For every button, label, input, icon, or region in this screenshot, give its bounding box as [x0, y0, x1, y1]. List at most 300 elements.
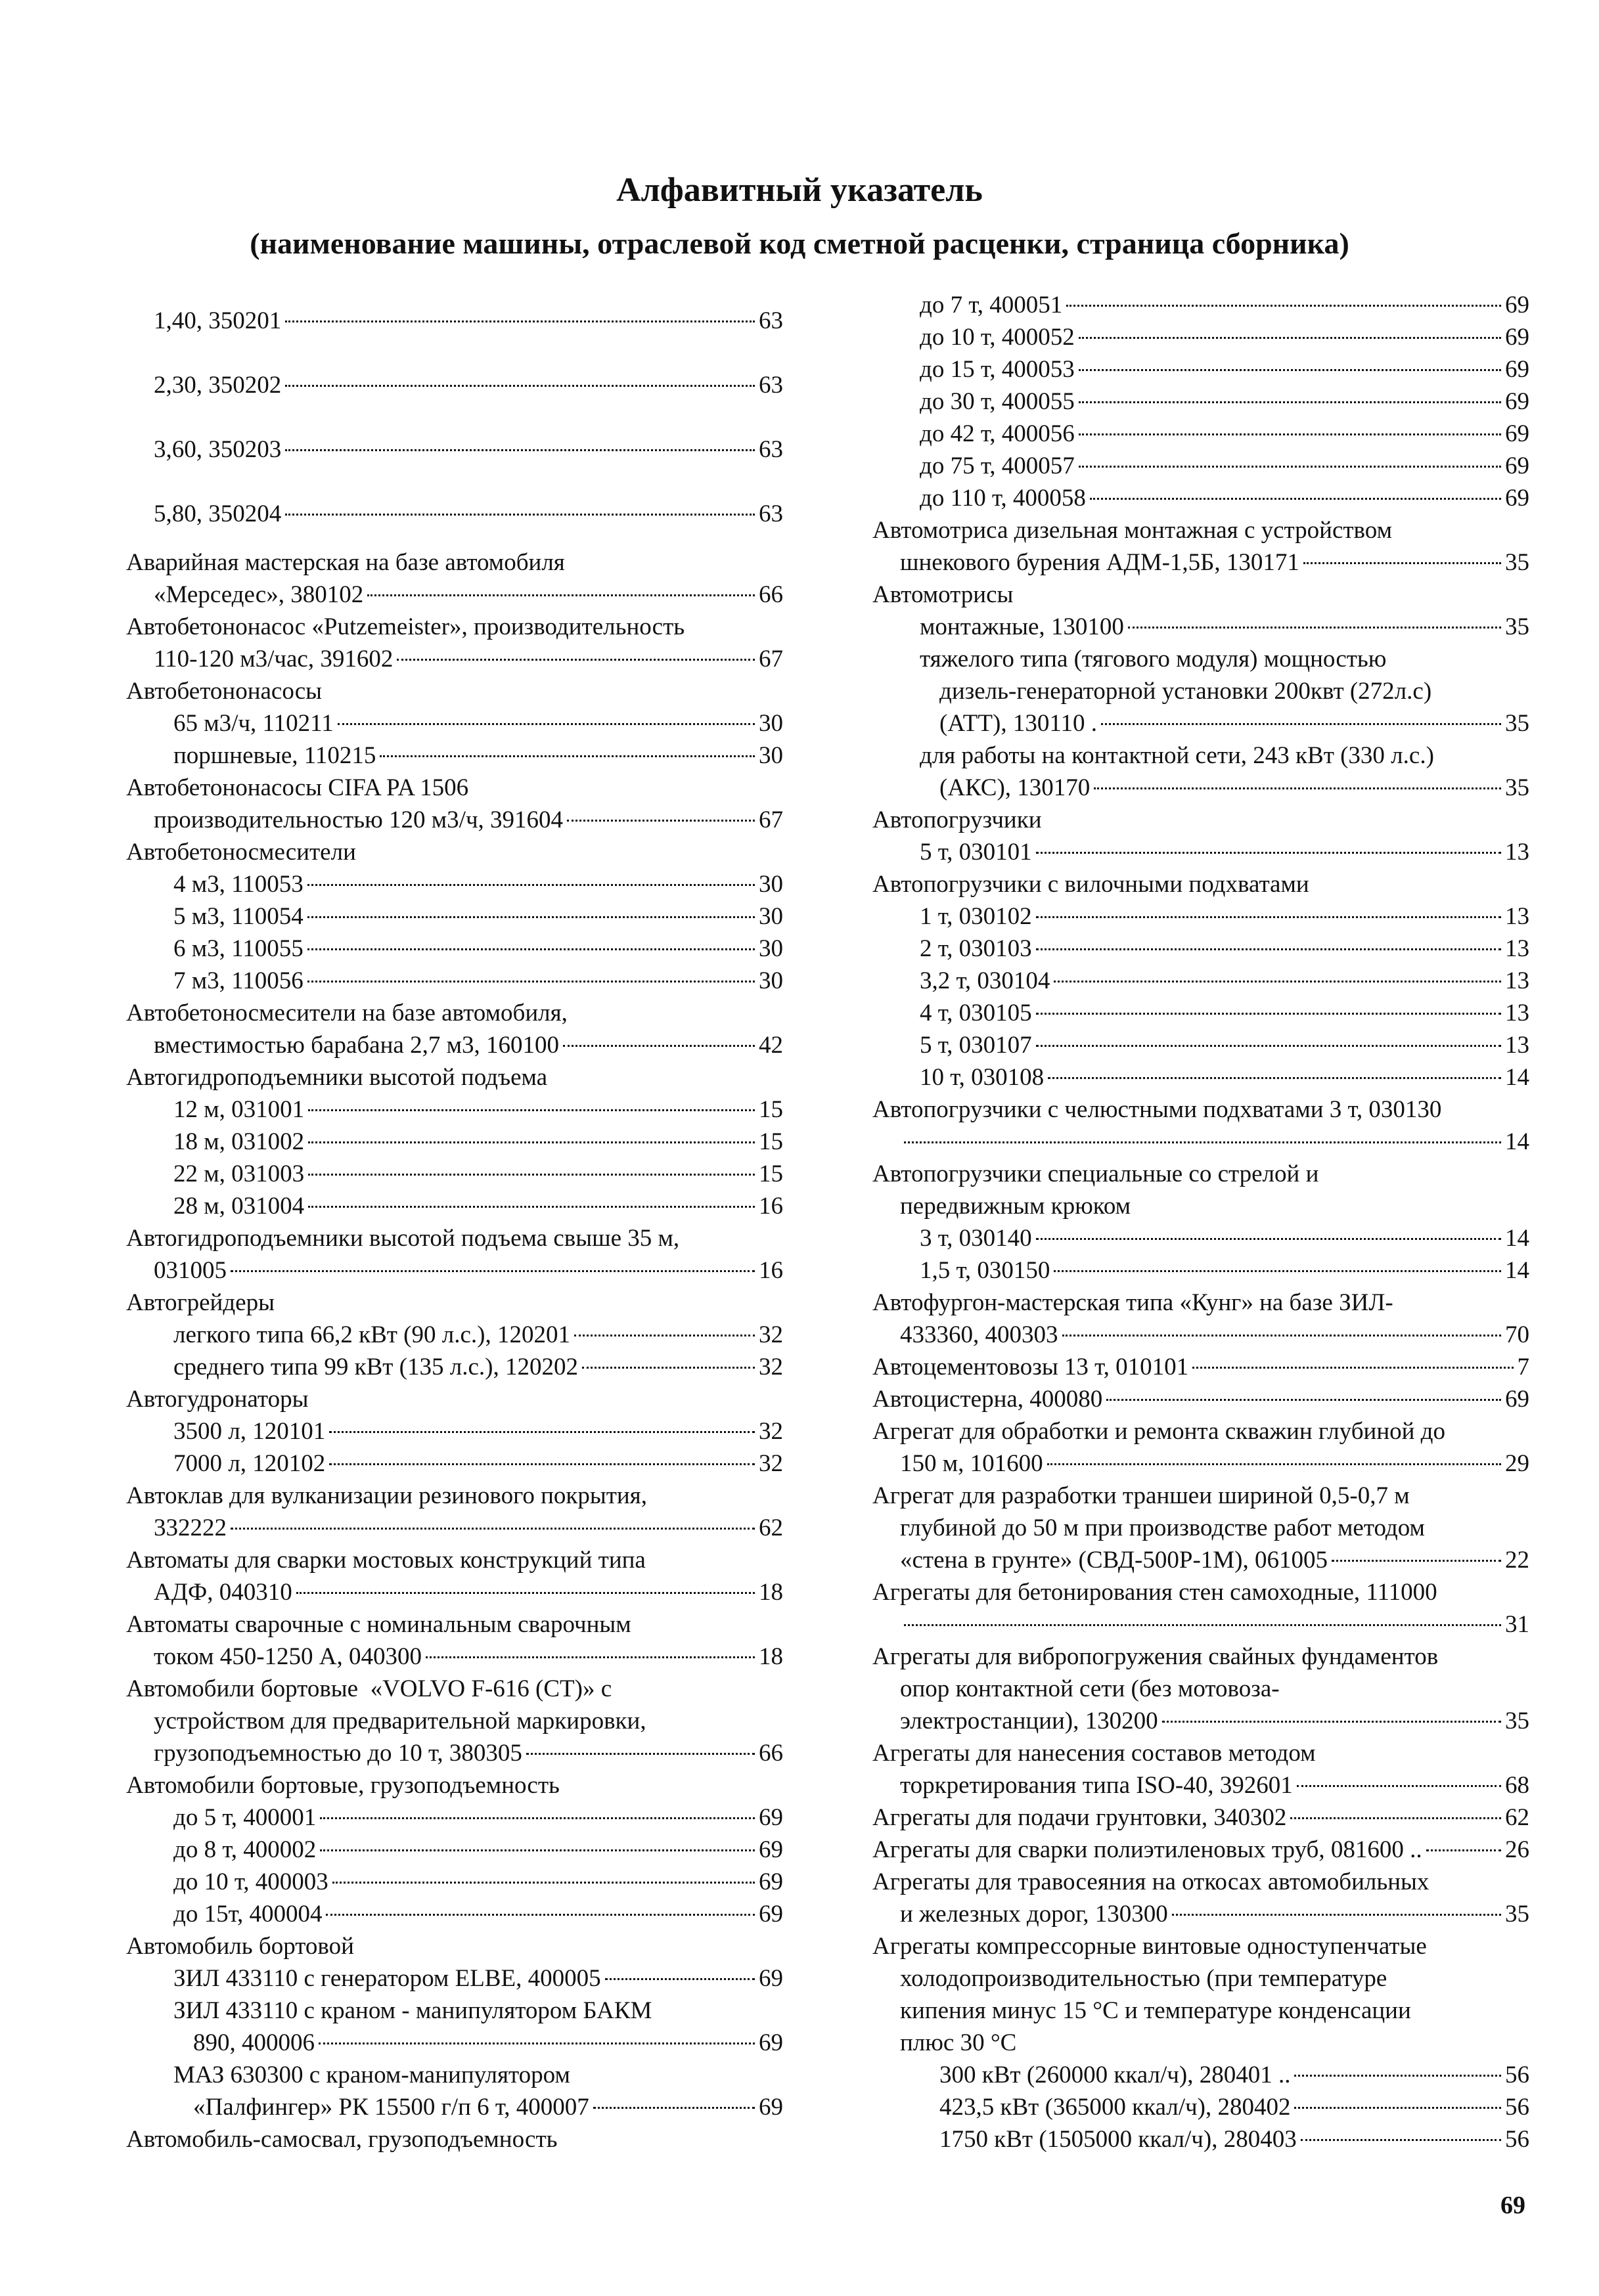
entry-text: поршневые, 110215: [173, 742, 376, 769]
index-entry: [126, 2027, 783, 2059]
entry-page-number: 63: [759, 436, 783, 463]
entry-page-number: 56: [1505, 2094, 1529, 2121]
index-heading: [872, 1158, 1529, 1190]
dot-leader: [308, 1174, 755, 1176]
index-heading: [872, 740, 1529, 772]
entry-page-number: 29: [1505, 1450, 1529, 1477]
dot-leader: [326, 1914, 755, 1916]
entry-page-number: 22: [1505, 1547, 1529, 1574]
entry-text: до 15т, 400004: [173, 1901, 323, 1928]
dot-leader: [319, 2042, 755, 2044]
entry-text: Автомобиль бортовой: [126, 1933, 354, 1960]
entry-page-number: 56: [1505, 2062, 1529, 2088]
entry-text: передвижным крюком: [900, 1193, 1131, 1220]
entry-text: до 75 т, 400057: [920, 453, 1075, 479]
entry-text: 28 м, 031004: [173, 1193, 305, 1220]
dot-leader: [231, 1528, 755, 1530]
index-heading: [872, 1673, 1529, 1705]
entry-text: Автомобили бортовые «VOLVO F-616 (СТ)» с: [126, 1675, 612, 1702]
entry-page-number: 62: [759, 1514, 783, 1541]
dot-leader: [1192, 1367, 1513, 1369]
index-heading: [872, 1962, 1529, 1995]
index-entry: [872, 2059, 1529, 2091]
dot-leader: [1079, 466, 1501, 468]
entry-text: легкого типа 66,2 кВт (90 л.с.), 120201: [173, 1321, 570, 1348]
entry-text: вместимостью барабана 2,7 м3, 160100: [154, 1032, 559, 1059]
dot-leader: [1054, 1270, 1501, 1272]
dot-leader: [1162, 1721, 1501, 1723]
entry-text: Автомобили бортовые, грузоподъемность: [126, 1772, 560, 1799]
index-entry: [872, 1351, 1529, 1383]
entry-page-number: 67: [759, 806, 783, 833]
entry-text: Автобетононасос «Putzemeister», производительность: [126, 613, 685, 640]
dot-leader: [904, 1624, 1501, 1626]
entry-text: АДФ, 040310: [154, 1579, 292, 1606]
entry-text: 1,5 т, 030150: [920, 1257, 1050, 1284]
index-heading: [126, 611, 783, 643]
dot-leader: [1066, 305, 1501, 307]
dot-leader: [526, 1753, 755, 1755]
entry-page-number: 32: [759, 1450, 783, 1477]
index-heading: [872, 514, 1529, 546]
dot-leader: [338, 723, 755, 725]
dot-leader: [1036, 1045, 1501, 1047]
entry-page-number: 30: [759, 742, 783, 769]
index-entry: [126, 1801, 783, 1834]
dot-leader: [1036, 852, 1501, 854]
index-entry: [126, 1447, 783, 1480]
index-entry: [126, 1093, 783, 1126]
entry-text: до 8 т, 400002: [173, 1836, 317, 1863]
dot-leader: [904, 1141, 1501, 1143]
entry-text: 5 м3, 110054: [173, 903, 304, 930]
entry-text: среднего типа 99 кВт (135 л.с.), 120202: [173, 1354, 578, 1380]
entry-text: 031005: [154, 1257, 227, 1284]
dot-leader: [1297, 1785, 1501, 1787]
entry-text: 150 м, 101600: [900, 1450, 1043, 1477]
index-heading: [872, 868, 1529, 900]
entry-page-number: 32: [759, 1418, 783, 1445]
index-entry: [872, 900, 1529, 933]
index-heading: [126, 1608, 783, 1641]
index-entry: [126, 707, 783, 740]
index-entry: [126, 1576, 783, 1608]
entry-text: Агрегаты для подачи грунтовки, 340302: [872, 1804, 1287, 1831]
dot-leader: [1090, 498, 1501, 500]
index-heading: [872, 1093, 1529, 1126]
entry-text: 4 т, 030105: [920, 1000, 1032, 1027]
index-heading: [126, 997, 783, 1029]
entry-text: Автобетоносмесители на базе автомобиля,: [126, 1000, 568, 1027]
index-entry: [872, 386, 1529, 418]
entry-page-number: 35: [1505, 613, 1529, 640]
entry-page-number: 69: [1505, 420, 1529, 447]
entry-page-number: 13: [1505, 1032, 1529, 1059]
entry-text: 1,40, 350201: [154, 307, 282, 334]
dot-leader: [1079, 401, 1501, 403]
index-heading: [126, 772, 783, 804]
entry-text: устройством для предварительной маркировки,: [154, 1708, 646, 1734]
entry-page-number: 35: [1505, 1901, 1529, 1928]
entry-text: Автоцистерна, 400080: [872, 1386, 1103, 1413]
index-entry: [872, 611, 1529, 643]
entry-page-number: 69: [759, 1804, 783, 1831]
index-heading: [872, 1737, 1529, 1769]
entry-text: Агрегат для обработки и ремонта скважин глубиной до: [872, 1418, 1445, 1445]
index-entry: [872, 2123, 1529, 2155]
index-entry: [126, 289, 783, 353]
index-entry: [872, 1383, 1529, 1415]
dot-leader: [1128, 627, 1501, 629]
index-entry: [872, 1029, 1529, 1061]
index-heading: [126, 836, 783, 868]
dot-leader: [380, 755, 755, 757]
entry-page-number: 13: [1505, 935, 1529, 962]
entry-page-number: 15: [759, 1096, 783, 1123]
index-entry: [872, 1319, 1529, 1351]
entry-text: 3,2 т, 030104: [920, 967, 1050, 994]
entry-page-number: 69: [1505, 485, 1529, 512]
dot-leader: [320, 1849, 755, 1851]
index-heading: [126, 2059, 783, 2091]
index-entry: [872, 1608, 1529, 1641]
dot-leader: [1036, 948, 1501, 950]
dot-leader: [320, 1817, 755, 1819]
index-heading: [126, 1995, 783, 2027]
entry-page-number: 69: [759, 1901, 783, 1928]
dot-leader: [582, 1367, 755, 1369]
dot-leader: [308, 1109, 755, 1111]
entry-text: Автомотрисы: [872, 581, 1014, 608]
entry-page-number: 35: [1505, 774, 1529, 801]
index-entry: [126, 353, 783, 418]
dot-leader: [1079, 369, 1501, 371]
entry-text: 3 т, 030140: [920, 1225, 1032, 1252]
index-entry: [872, 1801, 1529, 1834]
entry-page-number: 66: [759, 581, 783, 608]
index-entry: [872, 836, 1529, 868]
entry-page-number: 15: [759, 1128, 783, 1155]
entry-text: Агрегаты для вибропогружения свайных фундаментов: [872, 1643, 1439, 1670]
index-entry: [872, 450, 1529, 482]
entry-text: до 30 т, 400055: [920, 388, 1075, 415]
dot-leader: [329, 1431, 755, 1433]
entry-text: МАЗ 630300 с краном-манипулятором: [173, 2062, 570, 2088]
entry-text: Автоклав для вулканизации резинового покрытия,: [126, 1482, 647, 1509]
index-entry: [126, 868, 783, 900]
index-heading: [126, 1705, 783, 1737]
entry-text: Автофургон-мастерская типа «Кунг» на базе ЗИЛ-: [872, 1289, 1393, 1316]
index-entry: [872, 353, 1529, 386]
entry-text: 2 т, 030103: [920, 935, 1032, 962]
dot-leader: [563, 1045, 755, 1047]
entry-text: ЗИЛ 433110 с генератором ELBE, 400005: [173, 1965, 601, 1992]
entry-page-number: 66: [759, 1740, 783, 1767]
entry-text: плюс 30 °С: [900, 2029, 1017, 2056]
entry-text: 332222: [154, 1514, 227, 1541]
index-heading: [126, 1930, 783, 1962]
index-entry: [126, 1029, 783, 1061]
index-entry: [126, 1898, 783, 1930]
index-heading: [126, 1769, 783, 1801]
index-entry: [126, 482, 783, 546]
entry-text: 300 кВт (260000 ккал/ч), 280401 ..: [939, 2062, 1291, 2088]
dot-leader: [307, 948, 755, 950]
entry-text: до 7 т, 400051: [920, 292, 1063, 319]
entry-text: «Мерседес», 380102: [154, 581, 364, 608]
entry-page-number: 63: [759, 307, 783, 334]
entry-text: 12 м, 031001: [173, 1096, 305, 1123]
entry-text: Автопогрузчики с вилочными подхватами: [872, 871, 1309, 898]
index-heading: [872, 675, 1529, 707]
index-entry: [126, 2091, 783, 2123]
index-entry: [126, 740, 783, 772]
index-heading: [872, 1576, 1529, 1608]
entry-text: 2,30, 350202: [154, 372, 282, 399]
entry-text: грузоподъемностью до 10 т, 380305: [154, 1740, 522, 1767]
index-entry: [126, 1512, 783, 1544]
entry-text: тяжелого типа (тягового модуля) мощностью: [920, 646, 1387, 673]
index-entry: [126, 1351, 783, 1383]
entry-page-number: 26: [1505, 1836, 1529, 1863]
index-entry: [126, 933, 783, 965]
entry-text: Автомотриса дизельная монтажная с устройством: [872, 517, 1392, 544]
entry-text: 4 м3, 110053: [173, 871, 304, 898]
entry-page-number: 69: [759, 2029, 783, 2056]
index-heading: [126, 1383, 783, 1415]
index-entry: [126, 1415, 783, 1447]
index-heading: [126, 1287, 783, 1319]
entry-text: производительностью 120 м3/ч, 391604: [154, 806, 564, 833]
index-entry: [872, 1254, 1529, 1287]
entry-page-number: 69: [759, 2094, 783, 2121]
left-index-column: [126, 289, 783, 2155]
index-entry: [872, 1705, 1529, 1737]
entry-page-number: 32: [759, 1321, 783, 1348]
entry-page-number: 13: [1505, 967, 1529, 994]
index-heading: [126, 1544, 783, 1576]
entry-page-number: 7: [1517, 1354, 1529, 1380]
index-entry: [126, 579, 783, 611]
entry-page-number: 69: [1505, 1386, 1529, 1413]
entry-text: опор контактной сети (без мотовоза-: [900, 1675, 1280, 1702]
index-entry: [872, 482, 1529, 514]
entry-page-number: 68: [1505, 1772, 1529, 1799]
index-heading: [872, 643, 1529, 675]
index-entry: [872, 1222, 1529, 1254]
entry-page-number: 15: [759, 1160, 783, 1187]
index-entry: [872, 2091, 1529, 2123]
index-entry: [126, 643, 783, 675]
dot-leader: [1036, 916, 1501, 918]
index-entry: [872, 707, 1529, 740]
dot-leader: [231, 1270, 755, 1272]
index-entry: [126, 1866, 783, 1898]
entry-text: до 110 т, 400058: [920, 485, 1086, 512]
entry-page-number: 13: [1505, 903, 1529, 930]
entry-text: Автогидроподъемники высотой подъема свыше 35 м,: [126, 1225, 680, 1252]
entry-page-number: 69: [759, 1836, 783, 1863]
index-heading: [872, 804, 1529, 836]
entry-text: 7 м3, 110056: [173, 967, 304, 994]
entry-page-number: 16: [759, 1193, 783, 1220]
entry-page-number: 69: [1505, 453, 1529, 479]
entry-page-number: 14: [1505, 1128, 1529, 1155]
index-entry: [126, 1190, 783, 1222]
index-entry: [126, 418, 783, 482]
entry-text: Агрегаты для сварки полиэтиленовых труб, 081600 ..: [872, 1836, 1422, 1863]
entry-page-number: 69: [1505, 324, 1529, 351]
entry-text: Автопогрузчики: [872, 806, 1042, 833]
entry-text: холодопроизводительностью (при температуре: [900, 1965, 1387, 1992]
dot-leader: [1048, 1077, 1501, 1079]
dot-leader: [1426, 1849, 1501, 1851]
dot-leader: [1062, 1335, 1502, 1336]
index-entry: [872, 965, 1529, 997]
dot-leader: [285, 385, 755, 387]
entry-page-number: 63: [759, 372, 783, 399]
entry-page-number: 30: [759, 871, 783, 898]
entry-text: Автобетоносмесители: [126, 839, 356, 866]
dot-leader: [296, 1592, 755, 1594]
index-entry: [872, 1544, 1529, 1576]
entry-text: Автопогрузчики специальные со стрелой и: [872, 1160, 1319, 1187]
entry-text: Автогудронаторы: [126, 1386, 309, 1413]
entry-text: Автоматы сварочные с номинальным сварочным: [126, 1611, 631, 1638]
entry-page-number: 30: [759, 967, 783, 994]
dot-leader: [1290, 1817, 1501, 1819]
index-entry: [872, 546, 1529, 579]
dot-leader: [308, 1141, 755, 1143]
entry-page-number: 69: [1505, 292, 1529, 319]
index-heading: [126, 1061, 783, 1093]
index-entry: [872, 997, 1529, 1029]
entry-text: 10 т, 030108: [920, 1064, 1045, 1091]
dot-leader: [332, 1882, 755, 1884]
index-heading: [872, 579, 1529, 611]
entry-page-number: 31: [1505, 1611, 1529, 1638]
entry-text: до 15 т, 400053: [920, 356, 1075, 383]
index-heading: [126, 1673, 783, 1705]
dot-leader: [1301, 2139, 1501, 2141]
index-entry: [126, 1641, 783, 1673]
index-entry: [126, 900, 783, 933]
entry-text: до 42 т, 400056: [920, 420, 1075, 447]
dot-leader: [567, 820, 755, 822]
page-title: Алфавитный указатель: [616, 171, 983, 209]
entry-text: Агрегаты компрессорные винтовые одноступенчатые: [872, 1933, 1427, 1960]
dot-leader: [397, 659, 755, 661]
entry-page-number: 30: [759, 710, 783, 737]
index-entry: [872, 1061, 1529, 1093]
dot-leader: [1079, 433, 1501, 435]
index-entry: [872, 418, 1529, 450]
entry-text: 7000 л, 120102: [173, 1450, 326, 1477]
index-heading: [872, 1415, 1529, 1447]
index-heading: [126, 2123, 783, 2155]
entry-page-number: 14: [1505, 1257, 1529, 1284]
entry-text: (АТТ), 130110 .: [939, 710, 1097, 737]
dot-leader: [1172, 1914, 1501, 1916]
entry-page-number: 16: [759, 1257, 783, 1284]
dot-leader: [1054, 981, 1501, 982]
entry-text: Автогрейдеры: [126, 1289, 275, 1316]
entry-text: Агрегат для разработки траншеи шириной 0,5-0,7 м: [872, 1482, 1410, 1509]
entry-text: 18 м, 031002: [173, 1128, 305, 1155]
entry-text: шнекового бурения АДМ-1,5Б, 130171: [900, 549, 1299, 576]
dot-leader: [1079, 337, 1501, 339]
index-entry: [872, 772, 1529, 804]
page-number: 69: [1500, 2192, 1525, 2219]
index-heading: [126, 675, 783, 707]
entry-text: кипения минус 15 °С и температуре конденсации: [900, 1997, 1411, 2024]
entry-text: Автоцементовозы 13 т, 010101: [872, 1354, 1189, 1380]
entry-text: «Палфингер» РК 15500 г/п 6 т, 400007: [193, 2094, 589, 2121]
entry-text: ЗИЛ 433110 с краном - манипулятором БАКМ: [173, 1997, 652, 2024]
dot-leader: [1036, 1238, 1501, 1240]
entry-page-number: 35: [1505, 1708, 1529, 1734]
entry-text: 1 т, 030102: [920, 903, 1032, 930]
entry-text: 1750 кВт (1505000 ккал/ч), 280403: [939, 2126, 1297, 2153]
dot-leader: [307, 884, 755, 886]
dot-leader: [308, 1206, 755, 1208]
entry-text: 3,60, 350203: [154, 436, 282, 463]
dot-leader: [1303, 562, 1501, 564]
entry-text: Автомобиль-самосвал, грузоподъемность: [126, 2126, 558, 2153]
entry-text: торкретирования типа ISO-40, 392601: [900, 1772, 1293, 1799]
index-entry: [872, 1447, 1529, 1480]
entry-page-number: 70: [1505, 1321, 1529, 1348]
entry-page-number: 30: [759, 903, 783, 930]
entry-page-number: 30: [759, 935, 783, 962]
index-entry: [872, 321, 1529, 353]
entry-text: 423,5 кВт (365000 ккал/ч), 280402: [939, 2094, 1291, 2121]
entry-text: и железных дорог, 130300: [900, 1901, 1168, 1928]
index-heading: [872, 1287, 1529, 1319]
entry-page-number: 69: [759, 1868, 783, 1895]
entry-text: Агрегаты для бетонирования стен самоходные, 111000: [872, 1579, 1437, 1606]
index-entry: [126, 1254, 783, 1287]
dot-leader: [574, 1335, 755, 1336]
entry-text: Автогидроподъемники высотой подъема: [126, 1064, 548, 1091]
right-index-column: [872, 289, 1529, 2155]
index-heading: [872, 1641, 1529, 1673]
index-heading: [126, 1480, 783, 1512]
entry-text: 6 м3, 110055: [173, 935, 304, 962]
entry-page-number: 14: [1505, 1064, 1529, 1091]
entry-text: электростанции), 130200: [900, 1708, 1158, 1734]
entry-text: 890, 400006: [193, 2029, 315, 2056]
index-entry: [126, 804, 783, 836]
dot-leader: [605, 1978, 755, 1980]
dot-leader: [1047, 1463, 1501, 1465]
entry-text: 65 м3/ч, 110211: [173, 710, 334, 737]
entry-page-number: 63: [759, 500, 783, 527]
dot-leader: [1294, 2075, 1501, 2077]
dot-leader: [1094, 787, 1501, 789]
dot-leader: [1294, 2107, 1501, 2109]
entry-text: 5 т, 030107: [920, 1032, 1032, 1059]
index-entry: [126, 1158, 783, 1190]
entry-page-number: 14: [1505, 1225, 1529, 1252]
entry-page-number: 69: [1505, 388, 1529, 415]
dot-leader: [367, 594, 755, 596]
entry-text: «стена в грунте» (СВД-500Р-1М), 061005: [900, 1547, 1328, 1574]
index-entry: [126, 1962, 783, 1995]
entry-text: глубиной до 50 м при производстве работ методом: [900, 1514, 1425, 1541]
entry-page-number: 42: [759, 1032, 783, 1059]
entry-text: (АКС), 130170: [939, 774, 1091, 801]
